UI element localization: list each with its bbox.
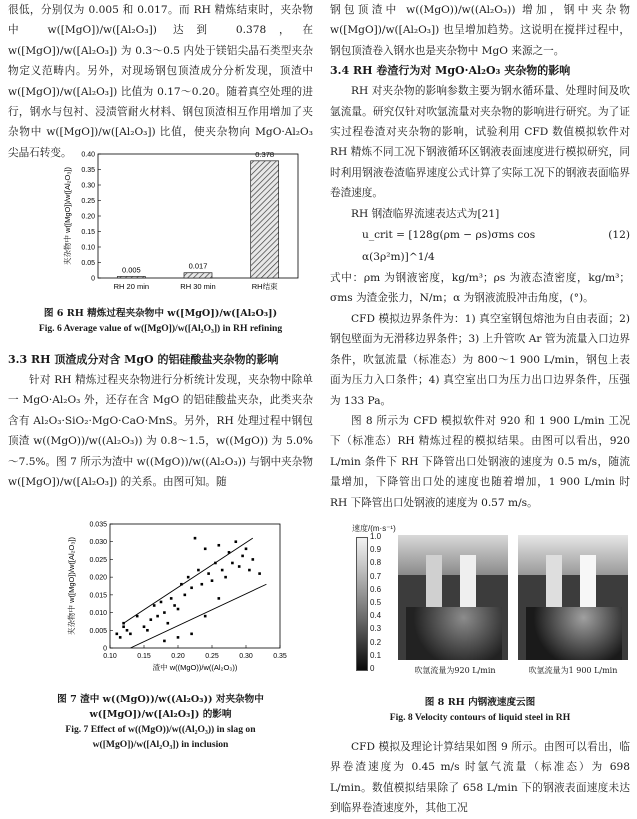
fig6-category-label: RH 30 min [180, 282, 216, 291]
fig7-data-point [201, 583, 204, 586]
fig8-colorbar-ticks [370, 533, 390, 673]
fig7-xtick-label: 0.25 [205, 653, 219, 660]
fig7-data-point [170, 597, 173, 600]
fig6-caption-cn: 图 6 RH 精炼过程夹杂物中 w([MgO])/w([Al₂O₃]) [43, 308, 278, 319]
fig7-caption-en-2: w([MgO])/w([Al₂O₃]) in inclusion [92, 739, 229, 750]
fig6-ytick-label: 0.30 [81, 182, 95, 190]
fig8-colorbar-tick: 0.3 [370, 624, 382, 634]
fig7-band-lower-line [130, 584, 266, 648]
fig6-ytick-label: 0.10 [81, 244, 95, 252]
fig7-ytick-label: 0.025 [89, 556, 107, 564]
fig8-label-1900: 吹氩流量为1 900 L/min [528, 665, 618, 675]
fig7-data-point [211, 579, 214, 582]
fig7-ytick-label: 0.015 [89, 592, 107, 600]
fig6-bar-value-label: 0.017 [188, 261, 208, 271]
fig7-data-point [173, 604, 176, 607]
fig7-data-point [146, 629, 149, 632]
fig7-band-upper-line [124, 538, 253, 623]
equation-number: (12) [608, 229, 630, 242]
fig6-bar [251, 161, 279, 278]
fig7-ytick-label: 0.010 [89, 610, 107, 618]
fig7-data-point [126, 629, 129, 632]
right-column [330, 0, 630, 819]
fig8-colorbar-tick: 0.2 [370, 637, 382, 647]
fig7-caption-en-1: Fig. 7 Effect of w((MgO))/w((Al₂O₃)) in slag on [65, 724, 256, 735]
fig8-caption-cn: 图 8 RH 内钢液速度云图 [424, 696, 536, 708]
fig6-ytick-label: 0 [91, 275, 95, 283]
fig7-ytick-label: 0.035 [89, 521, 107, 529]
fig6-caption-en: Fig. 6 Average value of w([MgO])/w([Al₂O₃]) in RH refining [38, 323, 283, 334]
fig7-data-point [241, 555, 244, 558]
fig7-xtick-label: 0.30 [239, 653, 253, 660]
fig8-colorbar-tick: 0.5 [370, 597, 382, 607]
fig8-colorbar-tick: 0.7 [370, 571, 382, 581]
section-3-3-heading: 3.3 RH 顶渣成分对含 MgO 的铝硅酸盐夹杂物的影响 [8, 353, 279, 366]
fig7-data-point [136, 615, 139, 618]
fig7-data-point [214, 562, 217, 565]
fig8-label-920: 吹氩流量为920 L/min [414, 665, 496, 675]
fig7-xtick-label: 0.35 [273, 653, 287, 660]
fig7-data-point [160, 601, 163, 604]
fig6-bar-value-label: 0.005 [121, 265, 141, 275]
fig7-data-point [187, 576, 190, 579]
fig7-data-point [116, 633, 119, 636]
section-3-4-heading: 3.4 RH 卷渣行为对 MgO·Al₂O₃ 夹杂物的影响 [330, 64, 571, 78]
equation-12 [330, 224, 630, 268]
fig8-colorbar-title: 速度/(m·s⁻¹) [352, 523, 396, 533]
fig7-data-point [238, 565, 241, 568]
fig6-ytick-label: 0.25 [81, 198, 95, 205]
fig7-xlabel: 渣中 w((MgO))/w((Al₂O₃)) [152, 663, 238, 672]
fig8-contour-panel-920 [398, 535, 508, 660]
fig8-velocity-contours [330, 523, 630, 693]
fig8-contour-panel-1900 [518, 535, 628, 660]
fig8-colorbar [356, 537, 368, 671]
fig7-data-point [156, 615, 159, 618]
fig7-ytick-label: 0 [103, 645, 107, 653]
fig7-data-point [231, 562, 234, 565]
fig7-xtick-label: 0.10 [103, 653, 117, 660]
fig7-data-point [218, 597, 221, 600]
right-para-3: RH 钢渣临界流速表达式为[21] [351, 207, 500, 220]
left-para-2: 针对 RH 精炼过程夹杂物进行分析统计发现，夹杂物中除单一 MgO·Al₂O₃ 外，还存在含 MgO 的铝硅酸盐夹杂，此类夹杂含有 Al₂O₃·SiO₂·MgO·CaO·MnS。另外，RH 处理过程中钢包顶渣 w((MgO))/w((Al₂O₃)) 为 0.8～1.5，w((MgO)) 为 5.0%～7.5%。图 7 所示为渣中 w((MgO))/w((Al₂O₃)) 与钢中夹杂物 w([MgO])/w([Al₂O₃]) 的关系。由图可知。随 [8, 374, 313, 489]
fig6-ytick-label: 0.20 [81, 213, 95, 221]
fig7-data-point [163, 640, 166, 643]
fig8-colorbar-tick: 0 [370, 663, 375, 673]
fig7-caption-cn-2: w([MgO])/w([Al₂O₃]) 的影响 [89, 709, 232, 720]
fig7-data-point [248, 569, 251, 572]
fig7-xtick-label: 0.15 [137, 653, 151, 660]
fig7-data-point [207, 572, 210, 575]
equation-body: u_crit = [128g(ρm − ρs)σms cos α(3ρ²m)]^1/4 [362, 229, 536, 264]
fig7-data-point [235, 540, 238, 543]
fig7-data-point [190, 633, 193, 636]
fig7-data-point [177, 636, 180, 639]
fig7-ytick-label: 0.005 [89, 627, 107, 635]
fig6-bar-value-label: 0.378 [255, 149, 275, 159]
fig7-data-point [258, 572, 261, 575]
fig7-data-point [221, 569, 224, 572]
right-para-7: CFD 模拟及理论计算结果如图 9 所示。由图可以看出，临界卷渣速度为 0.45 m/s 时氩气流量（标准态）为 698 L/min。数值模拟结果除了 658 L/min 下的钢液表面速度未达到临界卷渣速度外，其他工况 [330, 740, 630, 815]
right-para-6: 图 8 所示为 CFD 模拟软件对 920 和 1 900 L/min 工况下（标准态）RH 精炼过程的模拟结果。由图可以看出，920 L/min 条件下 RH 下降管出口处钢液的速度为 0.5 m/s，随流量增加，下降管出口处的速度也随着增加，1 900 L/min 时 RH 下降管出口处钢液的速度为 0.57 m/s。 [330, 414, 630, 509]
fig8-colorbar-tick: 0.6 [370, 584, 382, 594]
fig7-data-point [218, 544, 221, 547]
fig7-data-point [167, 622, 170, 625]
fig7-caption-cn-1: 图 7 渣中 w((MgO))/w((Al₂O₃)) 对夹杂物中 [57, 694, 264, 705]
left-column [8, 0, 313, 752]
fig7-data-point [197, 569, 200, 572]
fig8-colorbar-tick: 1.0 [370, 531, 382, 541]
fig7-ytick-label: 0.020 [89, 574, 107, 582]
fig7-xtick-label: 0.20 [171, 653, 185, 660]
fig7-data-point [194, 537, 197, 540]
fig7-data-point [184, 594, 187, 597]
fig6-ytick-label: 0.40 [81, 151, 95, 159]
fig7-data-point [180, 583, 183, 586]
fig7-ytick-label: 0.030 [89, 539, 107, 547]
fig7-data-point [122, 622, 125, 625]
fig8-colorbar-tick: 0.9 [370, 545, 382, 555]
right-para-2: RH 对夹杂物的影响参数主要为钢水循环量、处理时间及吹氩流量。研究仅针对吹氩流量对夹杂物的影响进行研究。为了证实过程卷渣对夹杂物的影响，试验利用 CFD 数值模拟软件对 RH 精炼不同工况下钢液循环区钢液表面速度进行模拟研究，同时利用钢液卷渣临界速度公式计算了实际工况下的钢液表面临界卷渣速度。 [330, 85, 630, 200]
fig7-data-point [129, 633, 132, 636]
fig7-data-point [190, 586, 193, 589]
fig7-ylabel: 夹杂物中 w([MgO])/w([Al₂O₃]) [67, 536, 76, 636]
fig6-bar [117, 276, 145, 278]
fig6-bar-chart [8, 146, 313, 306]
fig8-caption-en: Fig. 8 Velocity contours of liquid steel in RH [389, 711, 571, 723]
fig6-category-label: RH 20 min [113, 282, 150, 291]
fig6-ytick-label: 0.15 [81, 229, 95, 236]
fig7-data-point [204, 615, 207, 618]
fig7-plot-frame [110, 524, 280, 648]
right-para-5: CFD 模拟边界条件为：1) 真空室钢包熔池为自由表面；2) 钢包壁面为无滑移边界条件；3) 上升管吹 Ar 管为流量入口边界条件，吹氩流量（标准态）为 800～1 900 L/min，钢包上表面为压力入口条件；4) 真空室出口为压力出口边界条件，压强为 133 Pa。 [330, 312, 630, 407]
fig7-data-point [119, 636, 122, 639]
fig8-colorbar-tick: 0.1 [370, 650, 382, 660]
fig7-data-point [143, 625, 146, 628]
fig7-data-point [150, 618, 153, 621]
fig8-colorbar-tick: 0.4 [370, 611, 382, 621]
fig7-data-point [122, 625, 125, 628]
fig7-scatter-chart [8, 518, 313, 686]
fig7-data-point [153, 604, 156, 607]
fig7-data-point [228, 551, 231, 554]
right-para-1: 钢包顶渣中 w((MgO))/w((Al₂O₃)) 增加，钢中夹杂物 w([MgO])/w([Al₂O₃]) 也呈增加趋势。这说明在搅拌过程中，钢包顶渣卷入钢水也是夹杂物中 MgO 来源之一。 [330, 4, 630, 57]
left-para-1: 很低，分别仅为 0.005 和 0.017。而 RH 精炼结束时，夹杂物中 w([MgO])/w([Al₂O₃]) 达到 0.378，在 w([MgO])/w([Al₂O₃]) 为 0.3～0.5 内处于镁铝尖晶石类型夹杂物定义范畴内。另外，对现场钢包顶渣成分分析发现，顶渣中 w([MgO])/w([Al₂O₃]) 比值为 0.17～0.20。随着真空处理的进行，钢水与包衬、浸渍管耐火材料、钢包顶渣相互作用增加了夹杂物中 w([MgO])/w([Al₂O₃]) 比值，使夹杂物向 MgO·Al₂O₃ 尖晶石转变。 [8, 4, 313, 159]
fig7-data-point [245, 548, 248, 551]
fig6-bar [184, 273, 212, 278]
fig6-category-label: RH结束 [251, 282, 278, 291]
fig7-data-point [224, 576, 227, 579]
fig6-ytick-label: 0.05 [81, 260, 95, 267]
right-para-4: 式中：ρm 为钢液密度，kg/m³；ρs 为液态渣密度，kg/m³；σms 为渣金张力，N/m；α 为钢液流股冲击角度，(°)。 [330, 272, 630, 305]
fig6-ytick-label: 0.35 [81, 167, 95, 174]
fig6-ylabel: 夹杂物中 w([MgO])/w([Al₂O₃]) [63, 166, 72, 266]
fig7-data-point [204, 548, 207, 551]
fig7-data-point [163, 611, 166, 614]
fig8-colorbar-tick: 0.8 [370, 558, 382, 568]
fig7-data-point [252, 558, 255, 561]
fig7-data-point [177, 608, 180, 611]
